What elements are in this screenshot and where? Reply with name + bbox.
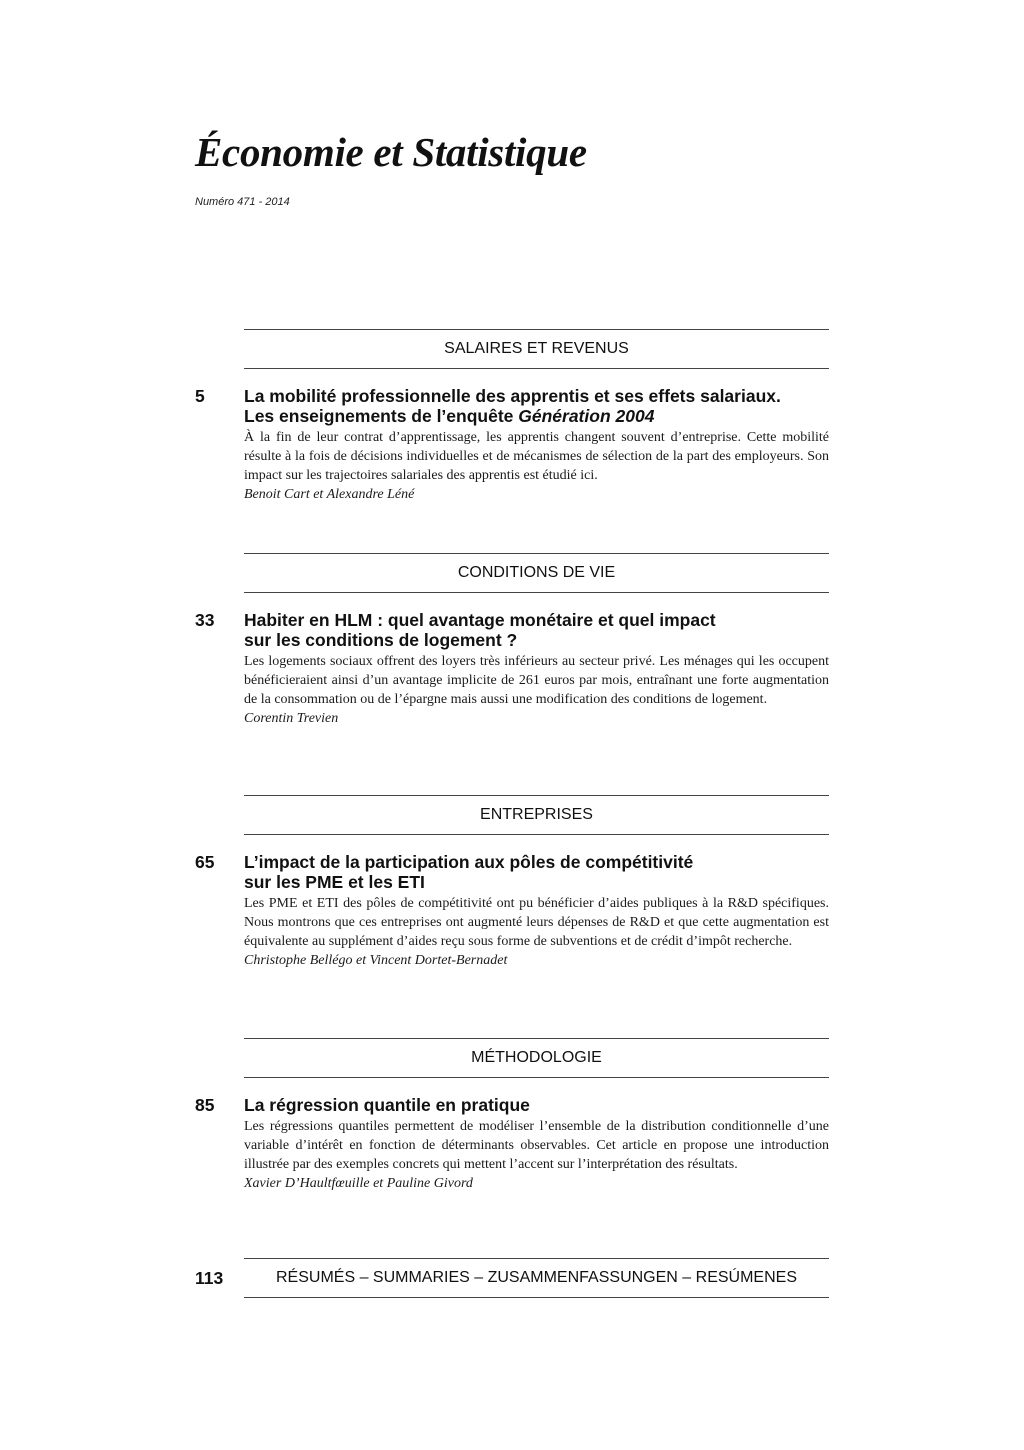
toc-entry-summaries[interactable] xyxy=(195,1258,829,1298)
article-title[interactable] xyxy=(244,386,829,426)
page-number: 85 xyxy=(195,1095,215,1115)
section-heading: ENTREPRISES xyxy=(244,795,829,835)
article-authors: Benoit Cart et Alexandre Léné xyxy=(244,487,415,502)
issue-number: Numéro 471 - 2014 xyxy=(195,196,290,208)
article-authors: Corentin Trevien xyxy=(244,711,339,726)
section-heading: SALAIRES ET REVENUS xyxy=(244,329,829,369)
page-number: 65 xyxy=(195,852,215,872)
section-heading: MÉTHODOLOGIE xyxy=(244,1038,829,1078)
toc-entry[interactable] xyxy=(195,852,829,971)
article-title-line: sur les conditions de logement ? xyxy=(244,630,518,650)
toc-entry[interactable] xyxy=(195,386,829,505)
toc-section-methodologie xyxy=(195,1038,829,1194)
page-number: 5 xyxy=(195,386,205,406)
article-authors: Christophe Bellégo et Vincent Dortet-Bernadet xyxy=(244,953,508,968)
article-title-line: Habiter en HLM : quel avantage monétaire et quel impact xyxy=(244,610,716,630)
toc-section-conditions xyxy=(195,553,829,729)
section-heading: CONDITIONS DE VIE xyxy=(244,553,829,593)
article-abstract: Les PME et ETI des pôles de compétitivité ont pu bénéficier d’aides publiques à la R&D spécifiques. Nous montrons que ces entreprises ont augmenté leurs dépenses de R&D et que cette augmentation est équivalente au supplément d’aides reçu sous forme de subventions et de crédit d’impôt recherche. xyxy=(244,896,829,949)
article-title-line: La régression quantile en pratique xyxy=(244,1095,530,1115)
page-number: 113 xyxy=(195,1268,224,1288)
summaries-heading: RÉSUMÉS – SUMMARIES – ZUSAMMENFASSUNGEN – RESÚMENES xyxy=(244,1258,829,1298)
article-title-line: Les enseignements de l’enquête xyxy=(244,406,519,426)
journal-title: Économie et Statistique xyxy=(195,129,587,175)
toc-entry[interactable] xyxy=(195,610,829,729)
article-title[interactable] xyxy=(244,610,829,650)
article-title-line: L’impact de la participation aux pôles de compétitivité xyxy=(244,852,694,872)
toc-entry[interactable] xyxy=(195,1095,829,1194)
article-title-line: sur les PME et les ETI xyxy=(244,872,425,892)
toc-section-salaires xyxy=(195,329,829,505)
article-abstract: Les régressions quantiles permettent de modéliser l’ensemble de la distribution conditionnelle d’une variable d’intérêt en fonction de déterminants observables. Cet article en propose une introduction illustrée par des exemples concrets qui mettent l’accent sur l’interprétation des résultats. xyxy=(244,1119,829,1172)
toc-section-entreprises xyxy=(195,795,829,971)
article-authors: Xavier D’Haultfœuille et Pauline Givord xyxy=(244,1176,473,1191)
article-abstract: Les logements sociaux offrent des loyers très inférieurs au secteur privé. Les ménages qui les occupent bénéficieraient ainsi d’un avantage implicite de 261 euros par mois, entraînant une forte augmentation de la consommation ou de l’épargne mais aussi une modification des conditions de logement. xyxy=(244,654,829,707)
page-number: 33 xyxy=(195,610,215,630)
article-abstract: À la fin de leur contrat d’apprentissage, les apprentis changent souvent d’entreprise. Cette mobilité résulte à la fois de décisions individuelles et de mécanismes de sélection de la part des employeurs. Son impact sur les trajectoires salariales des apprentis est étudié ici. xyxy=(244,430,829,483)
survey-name: Génération 2004 xyxy=(518,406,655,426)
article-title[interactable] xyxy=(244,852,829,892)
article-title[interactable] xyxy=(244,1095,829,1115)
article-title-line: La mobilité professionnelle des apprentis et ses effets salariaux. xyxy=(244,386,781,406)
